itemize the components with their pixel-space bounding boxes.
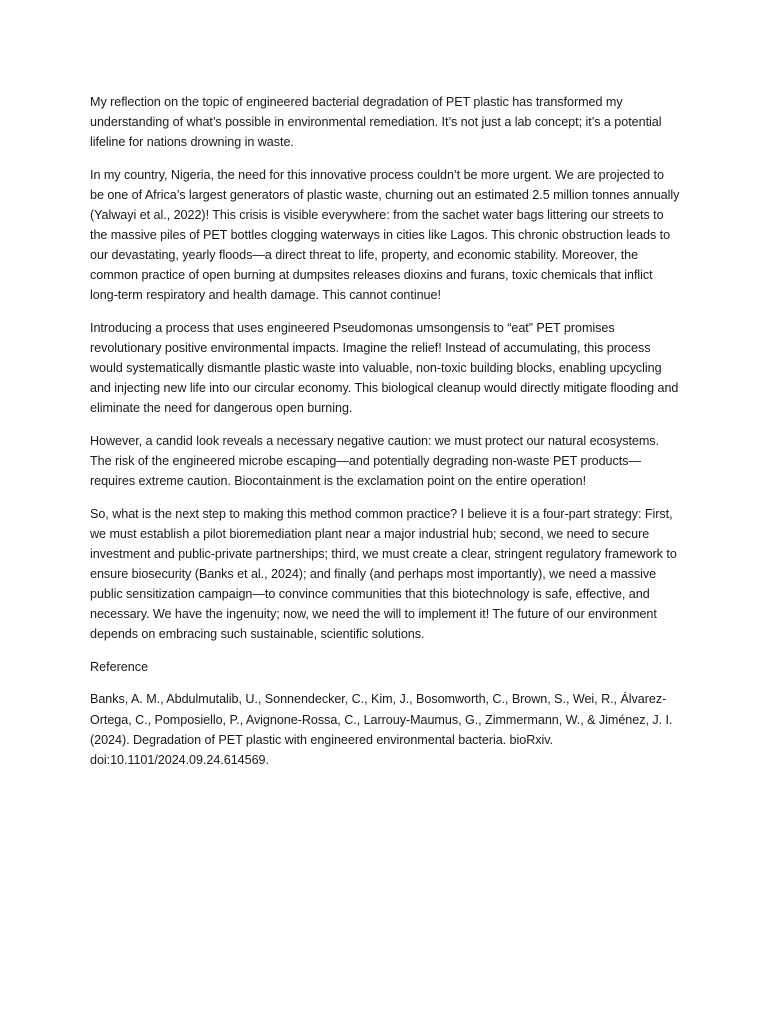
reference-entry: Banks, A. M., Abdulmutalib, U., Sonnendecker, C., Kim, J., Bosomworth, C., Brown, S., Wei, R., Álvarez-Ortega, C., Pomposiello, P., Avignone-Rossa, C., Larrouy-Maumus, G., Zimmermann, W., & Jiménez, J. I. (2024). Degradation of PET plastic with engineered environmental bacteria. bioRxiv. doi:10.1101/2024.09.24.614569. (90, 692, 673, 767)
document-page (90, 92, 680, 782)
reference-heading: Reference (90, 659, 149, 674)
paragraph-caution: However, a candid look reveals a necessary negative caution: we must protect our natural ecosystems. The risk of the engineered microbe escaping—and potentially degrading non-waste PET products—requires extreme caution. Biocontainment is the exclamation point on the entire operation! (90, 433, 660, 489)
paragraph-nigeria: In my country, Nigeria, the need for this innovative process couldn’t be more urgent. We are projected to be one of Africa’s largest generators of plastic waste, churning out an estimated 2.5 million tonnes annually (Yalwayi et al., 2022)! This crisis is visible everywhere: from the sachet water bags littering our streets to the massive piles of PET bottles clogging waterways in cities like Lagos. This chronic obstruction leads to our devastating, yearly floods—a direct threat to life, property, and economic stability. Moreover, the common practice of open burning at dumpsites releases dioxins and furans, toxic chemicals that inflict long-term respiratory and health damage. This cannot continue! (90, 167, 680, 303)
paragraph-next-step: So, what is the next step to making this method common practice? I believe it is a four-part strategy: First, we must establish a pilot bioremediation plant near a major industrial hub; second, we need to secure investment and public-private partnerships; third, we must create a clear, stringent regulatory framework to ensure biosecurity (Banks et al., 2024); and finally (and perhaps most importantly), we need a massive public sensitization campaign—to convince communities that this biotechnology is safe, effective, and necessary. We have the ingenuity; now, we need the will to implement it! The future of our environment depends on embracing such sustainable, scientific solutions. (90, 506, 677, 642)
paragraph-reflection: My reflection on the topic of engineered bacterial degradation of PET plastic has transformed my understanding of what’s possible in environmental remediation. It’s not just a lab concept; it’s a potential lifeline for nations drowning in waste. (90, 95, 662, 150)
paragraph-process: Introducing a process that uses engineered Pseudomonas umsongensis to “eat” PET promises revolutionary positive environmental impacts. Imagine the relief! Instead of accumulating, this process would systematically dismantle plastic waste into valuable, non-toxic building blocks, enabling upcycling and injecting new life into our circular economy. This biological cleanup would directly mitigate flooding and eliminate the need for dangerous open burning. (90, 320, 679, 416)
